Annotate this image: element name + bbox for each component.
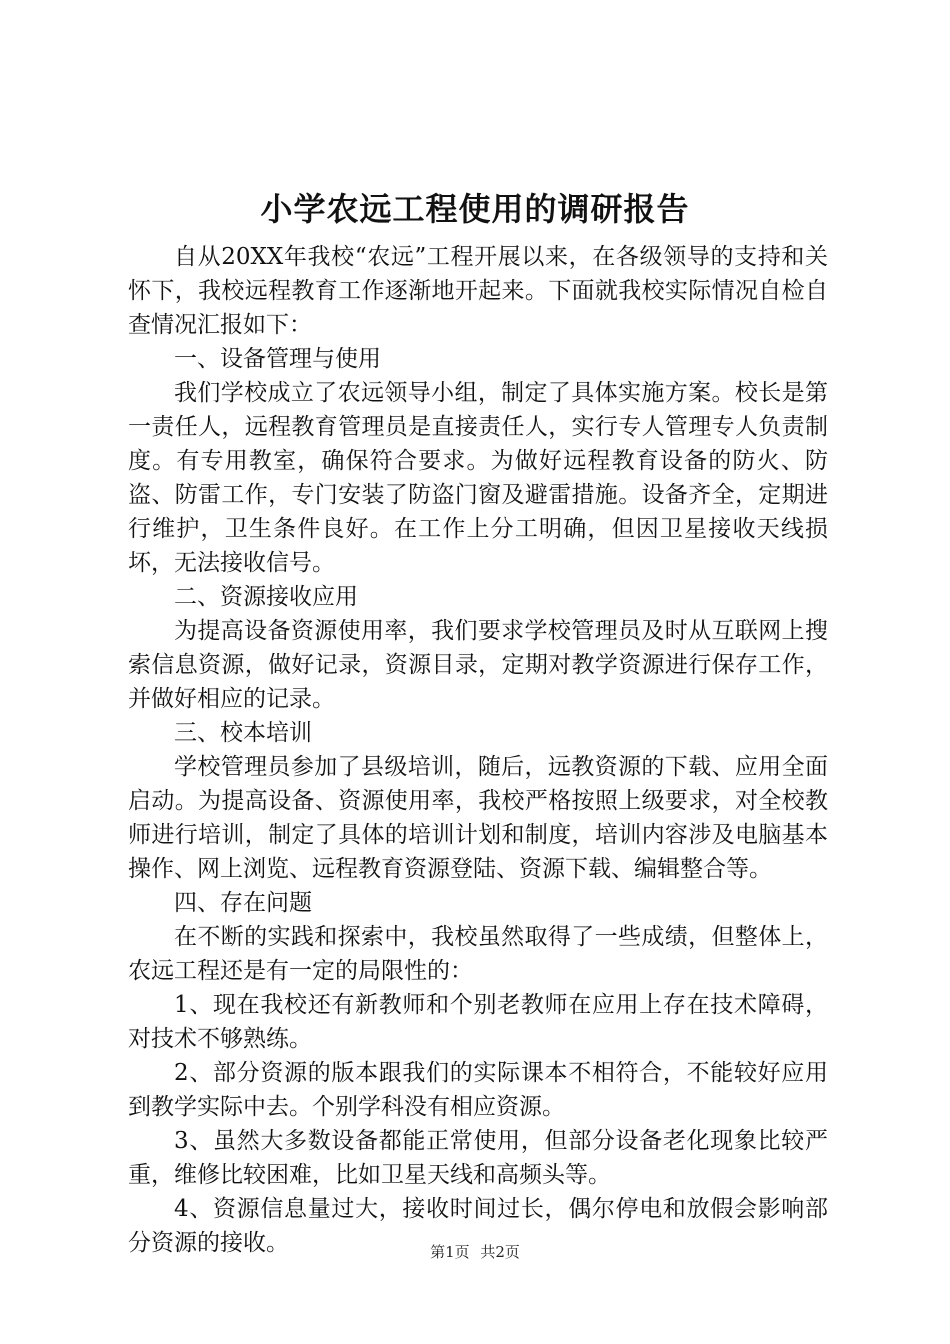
paragraph-resources: 为提高设备资源使用率，我们要求学校管理员及时从互联网上搜索信息资源，做好记录，资源目录，定期对教学资源进行保存工作，并做好相应的记录。 xyxy=(128,618,828,712)
section-heading-equipment: 一、设备管理与使用 xyxy=(174,346,381,372)
section-heading-resources: 二、资源接收应用 xyxy=(174,584,358,610)
document-title: 小学农远工程使用的调研报告 xyxy=(260,190,690,228)
page-footer xyxy=(0,1241,950,1263)
paragraph-training: 学校管理员参加了县级培训，随后，远教资源的下载、应用全面启动。为提高设备、资源使用率，我校严格按照上级要求，对全校教师进行培训，制定了具体的培训计划和制度，培训内容涉及电脑基本操作、网上浏览、远程教育资源登陆、资源下载、编辑整合等。 xyxy=(128,754,828,882)
section-heading-training: 三、校本培训 xyxy=(174,720,312,746)
page-total: 共2页 xyxy=(480,1243,520,1261)
intro-paragraph: 自从20XX年我校“农远”工程开展以来，在各级领导的支持和关怀下，我校远程教育工作逐渐地开起来。下面就我校实际情况自检自查情况汇报如下： xyxy=(128,244,828,338)
list-item-problem-2: 2、部分资源的版本跟我们的实际课本不相符合，不能较好应用到教学实际中去。个别学科没有相应资源。 xyxy=(128,1060,828,1120)
paragraph-equipment: 我们学校成立了农远领导小组，制定了具体实施方案。校长是第一责任人，远程教育管理员是直接责任人，实行专人管理专人负责制度。有专用教室，确保符合要求。为做好远程教育设备的防火、防盗、防雷工作，专门安装了防盗门窗及避雷措施。设备齐全，定期进行维护，卫生条件良好。在工作上分工明确，但因卫星接收天线损坏，无法接收信号。 xyxy=(128,380,828,576)
section-heading-problems: 四、存在问题 xyxy=(174,890,312,916)
document-body xyxy=(128,240,828,1260)
list-item-problem-4: 4、资源信息量过大，接收时间过长，偶尔停电和放假会影响部分资源的接收。 xyxy=(128,1196,828,1256)
list-item-problem-1: 1、现在我校还有新教师和个别老教师在应用上存在技术障碍，对技术不够熟练。 xyxy=(128,992,828,1052)
paragraph-problems-intro: 在不断的实践和探索中，我校虽然取得了一些成绩，但整体上，农远工程还是有一定的局限性的： xyxy=(128,924,828,984)
page-number: 第1页 xyxy=(430,1243,470,1261)
list-item-problem-3: 3、虽然大多数设备都能正常使用，但部分设备老化现象比较严重，维修比较困难，比如卫星天线和高频头等。 xyxy=(128,1128,828,1188)
